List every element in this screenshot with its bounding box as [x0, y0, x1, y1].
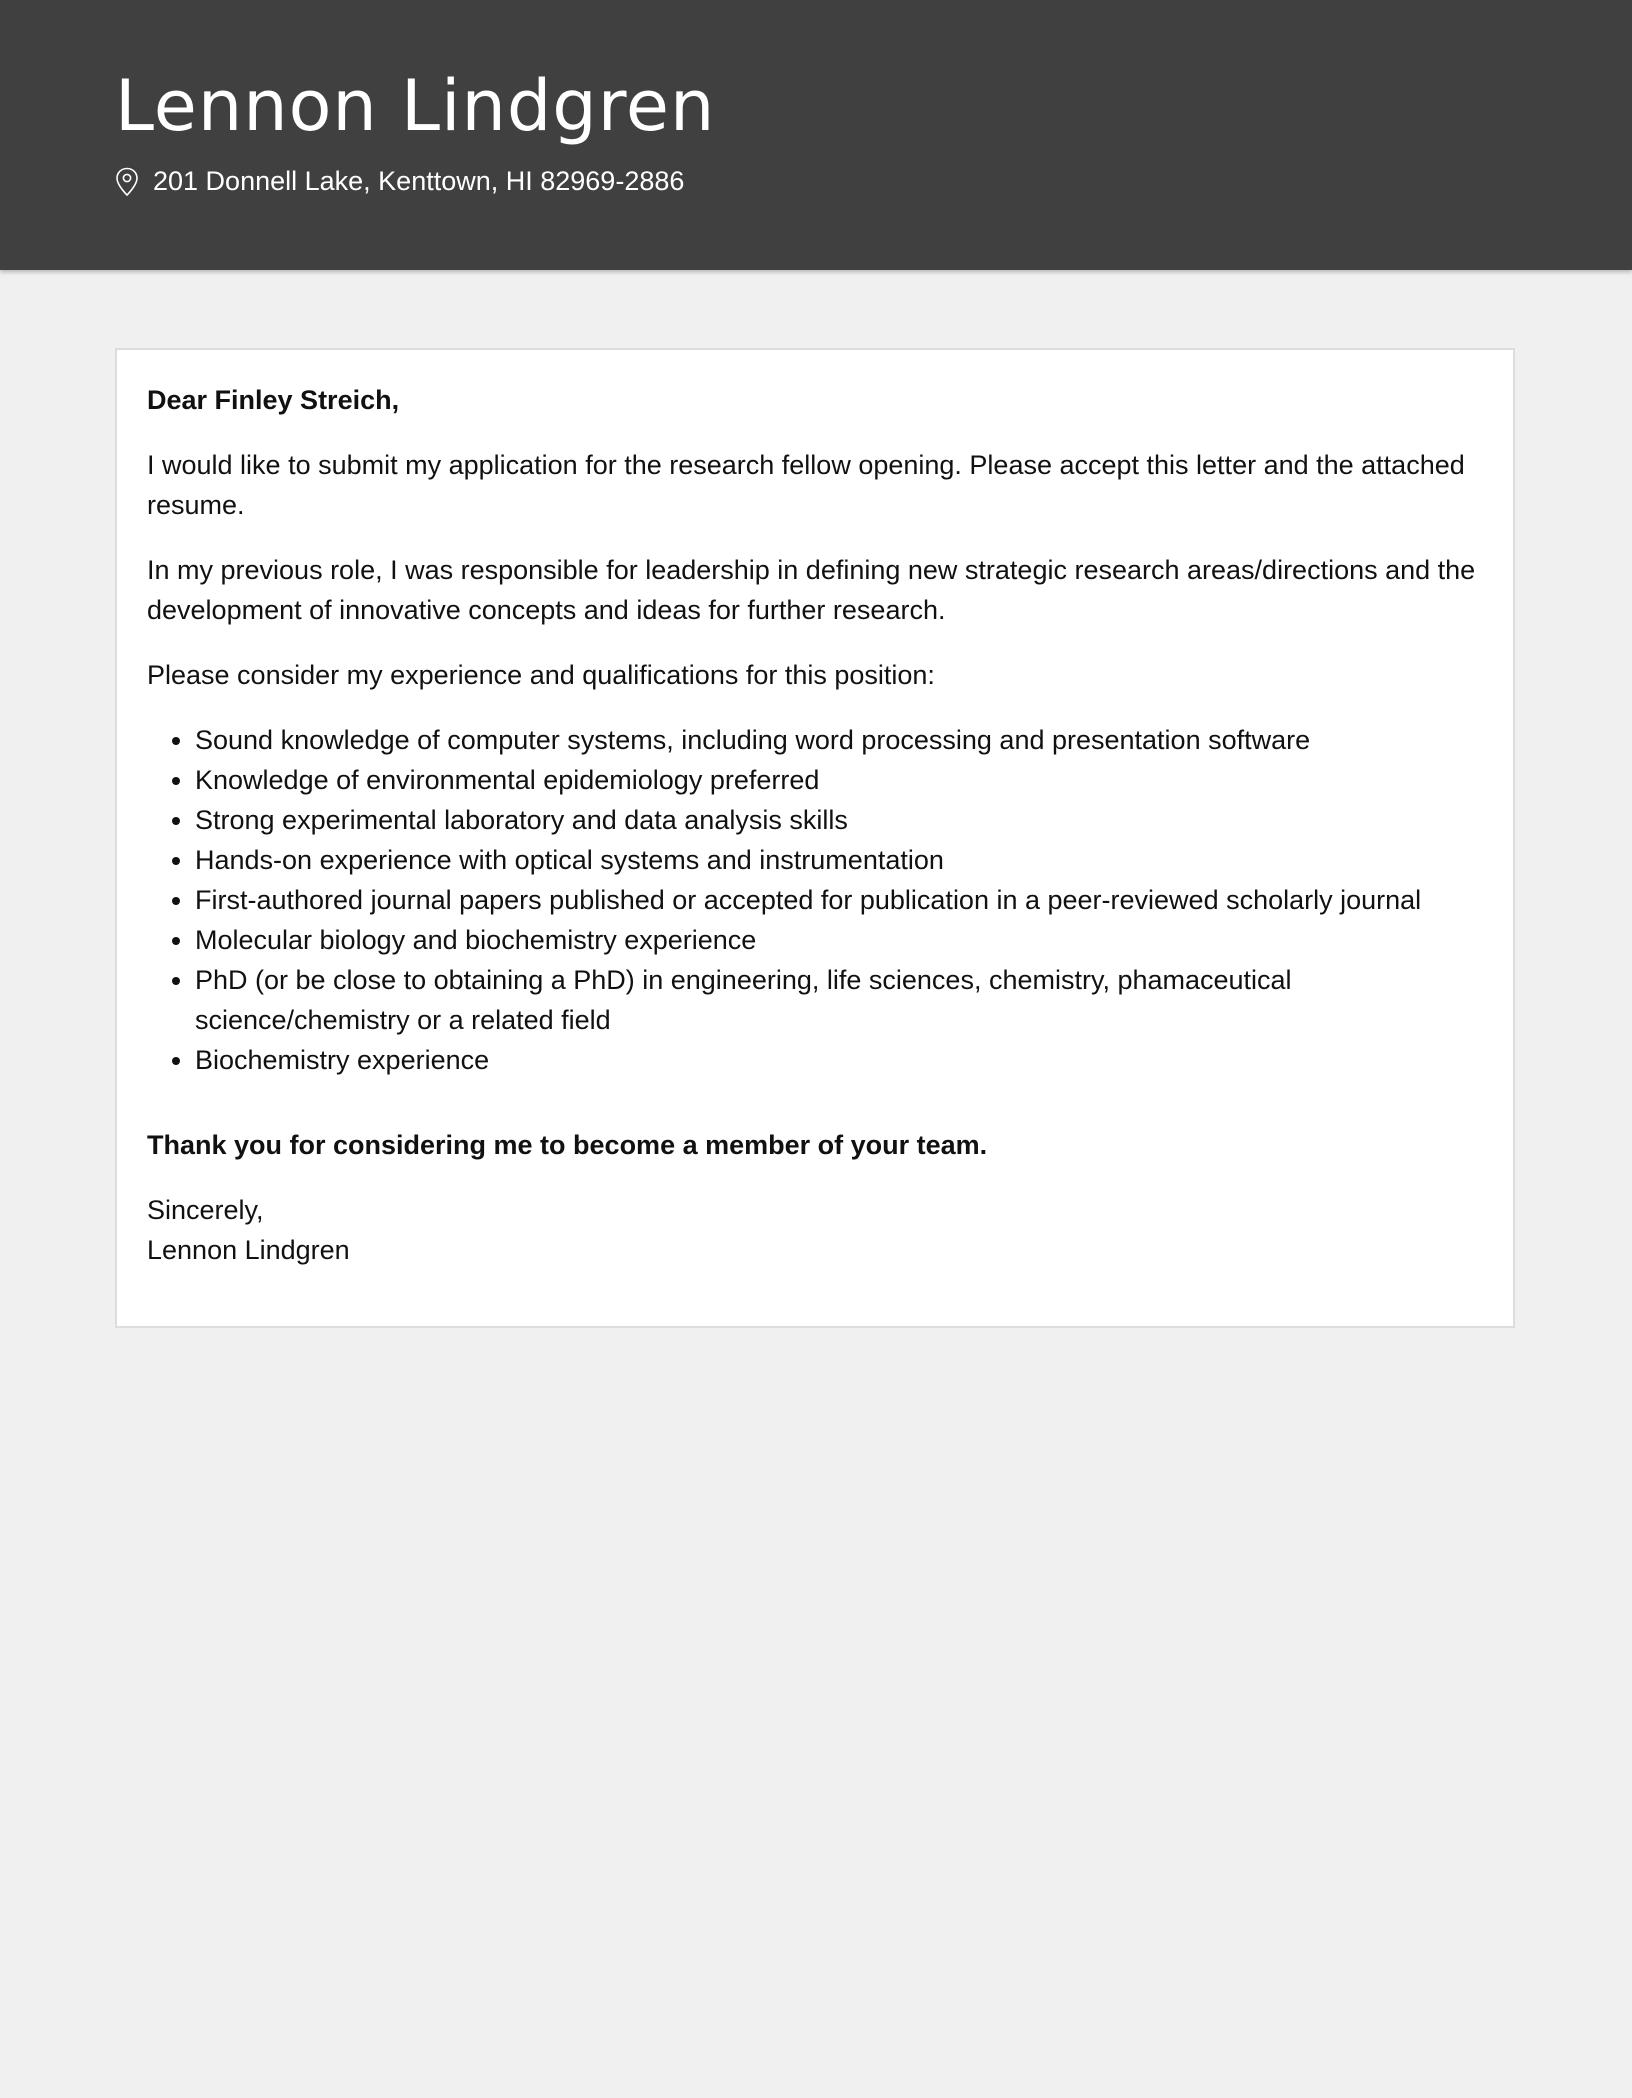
signature: Lennon Lindgren — [147, 1235, 350, 1265]
letter-card — [115, 348, 1515, 1328]
salutation: Dear Finley Streich, — [147, 385, 400, 415]
address-text: 201 Donnell Lake, Kenttown, HI 82969-2886 — [153, 166, 685, 196]
map-pin-icon — [115, 167, 139, 197]
qualifications-list — [147, 720, 1483, 1080]
list-item: • Hands-on experience with optical systems and instrumentation — [195, 840, 1483, 880]
header-banner — [0, 0, 1632, 270]
closing-line: Thank you for considering me to become a member of your team. — [147, 1130, 988, 1160]
address-line — [115, 166, 684, 197]
experience-paragraph: In my previous role, I was responsible for leadership in defining new strategic research areas/directions and the development of innovative concepts and ideas for further research. — [147, 555, 1476, 625]
list-item: • Strong experimental laboratory and data analysis skills — [195, 800, 1483, 840]
list-item: • PhD (or be close to obtaining a PhD) in engineering, life sciences, chemistry, phamaceutical science/chemistry or a related field — [195, 960, 1483, 1040]
signoff-block — [147, 1190, 1483, 1270]
list-item: • Knowledge of environmental epidemiology preferred — [195, 760, 1483, 800]
applicant-name: Lennon Lindgren — [115, 65, 716, 147]
list-item: • Molecular biology and biochemistry experience — [195, 920, 1483, 960]
intro-paragraph: I would like to submit my application for the research fellow opening. Please accept this letter and the attached resume. — [147, 450, 1465, 520]
qualifications-intro: Please consider my experience and qualifications for this position: — [147, 660, 935, 690]
list-item: • Biochemistry experience — [195, 1040, 1483, 1080]
signoff: Sincerely, — [147, 1195, 264, 1225]
list-item: • Sound knowledge of computer systems, including word processing and presentation software — [195, 720, 1483, 760]
list-item: • First-authored journal papers published or accepted for publication in a peer-reviewed scholarly journal — [195, 880, 1483, 920]
